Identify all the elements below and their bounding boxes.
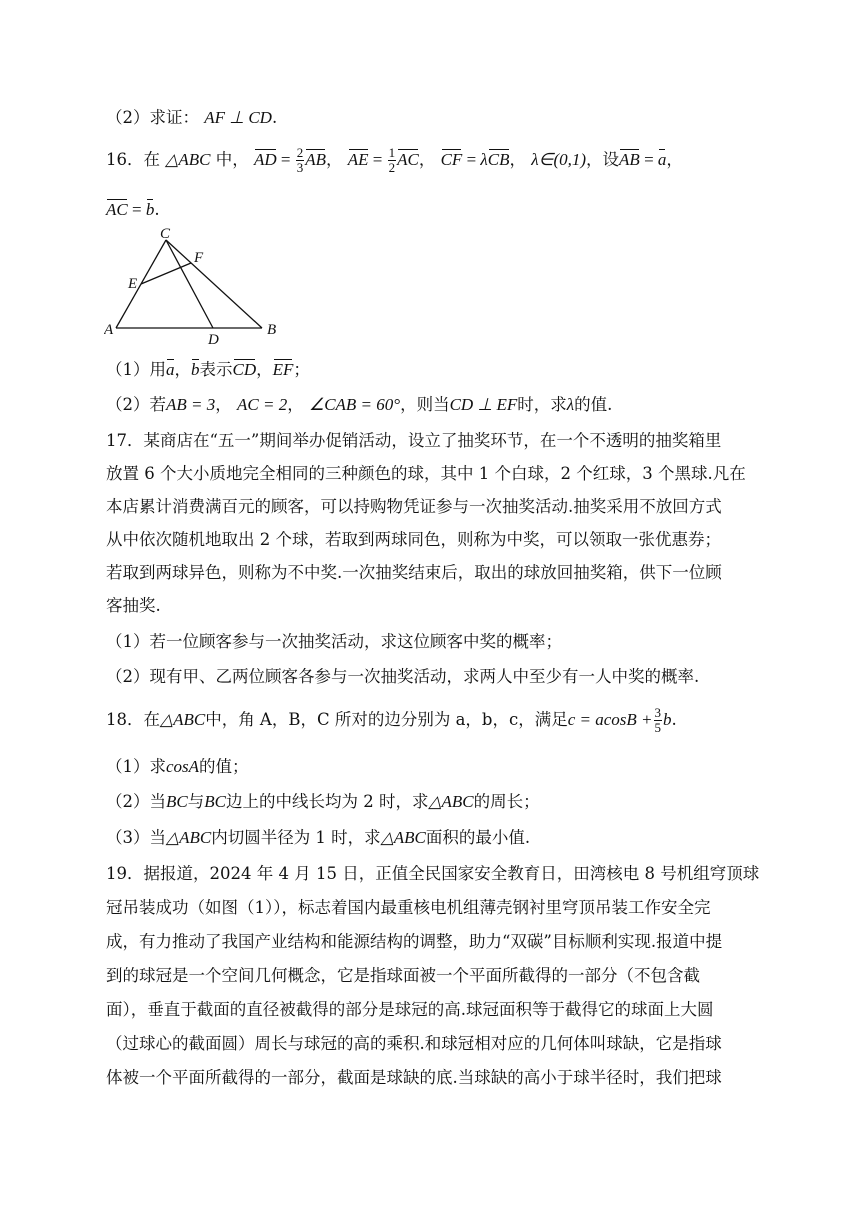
cond-angle: ∠CAB = 60° [308,395,401,414]
q16-part2: （2）若AB = 3， AC = 2， ∠CAB = 60°，则当CD ⊥ EF时，求λ的值. [106,395,613,414]
q16-part1: （1）用a，b表示CD，EF； [106,358,310,382]
q18-triangle-2: △ABC [428,792,474,811]
q19-line-5: 面），垂直于截面的直径被截得的部分是球冠的高.球冠面积等于截得它的球面上大圆 [106,1000,714,1019]
q18-part2-d: 的周长； [473,792,540,811]
q17-part2: （2）现有甲、乙两位顾客各参与一次抽奖活动，求两人中至少有一人中奖的概率. [106,667,700,686]
q18-text: 中，角 A，B，C 所对的边分别为 a，b，c，满足 [205,710,568,729]
q17-line-6: 客抽奖. [106,596,161,615]
q15-part2-label: （2）求证： [106,108,199,127]
vector-EF: EF [273,358,294,382]
vector-CB: CB [488,148,510,172]
q16-part1-a: （1）用 [106,360,166,379]
lambda-2: λ [566,395,575,414]
q17-line-4: 从中依次随机地取出 2 个球，若取到两球同色，则称为中奖，可以领取一张优惠券； [106,530,721,549]
fraction-3-5: $\frac{3}{5}$ [654,705,662,735]
vector-AB: AB [305,148,326,172]
q17-line-2: 放置 6 个大小质地完全相同的三种颜色的球，其中 1 个白球，2 个红球，3 个黑球.凡在 [106,464,746,483]
label-F: F [194,250,204,266]
fraction-1-2: $\frac{1}{2}$ [388,145,396,175]
segment-CD [166,240,213,328]
q18-equation-b: b [663,710,672,729]
q16-part2-b: ，则当 [400,395,450,414]
lambda: λ [480,150,488,169]
cond-perp: CD ⊥ EF [449,395,518,414]
lambda-range: λ∈(0,1) [531,150,587,169]
q19-line-1: 19．据报道，2024 年 4 月 15 日，正值全民国家安全教育日，田湾核电 8 号机组穹顶球 [106,864,760,883]
label-B: B [267,322,277,338]
side-BC-1: BC [166,792,188,811]
q19-line-4: 到的球冠是一个空间几何概念，它是指球面被一个平面所截得的一部分（不包含截 [106,966,700,985]
fraction-2-3: $\frac{2}{3}$ [296,145,304,175]
side-CB [166,240,262,328]
q18-triangle-3: △ABC [166,828,212,847]
cond-AB: AB = 3 [166,395,216,414]
side-BC-2: BC [204,792,226,811]
q16-zhong: 中， [215,150,249,169]
q19-line-2: 冠吊装成功（如图（1）），标志着国内最重核电机组薄壳钢衬里穹顶吊装工作安全完 [106,898,711,917]
vector-b: b [146,198,155,222]
q15-part2-expr: AF ⊥ CD [204,108,272,127]
q16-number: 16．在 [106,150,160,169]
vector-AC-2: AC [106,198,128,222]
label-E: E [128,276,138,292]
vector-b-2: b [191,358,200,382]
q17-line-1: 17．某商店在“五一”期间举办促销活动，设立了抽奖环节，在一个不透明的抽奖箱里 [106,431,722,450]
q18-triangle: △ABC [160,710,206,729]
label-D: D [208,332,219,348]
vector-a: a [658,148,667,172]
q19-line-6: （过球心的截面圆）周长与球冠的高的乘积.和球冠相对应的几何体叫球缺，它是指球 [106,1034,722,1053]
q18-part1 [106,755,249,779]
q18-part3-b: 内切圆半径为 1 时，求 [211,828,381,847]
q19-line-3: 成，有力推动了我国产业结构和能源结构的调整，助力“双碳”目标顺利实现.报道中提 [106,932,723,951]
vector-AE: AE [348,148,369,172]
q16-part2-d: 的值. [574,395,613,414]
label-C: C [160,226,171,242]
vector-CF: CF [441,148,463,172]
q18-part1-b: 的值； [199,757,249,776]
q16-part2-c: 时，求 [517,395,567,414]
vector-AB-2: AB [619,148,640,172]
q18-part3-c: 面积的最小值. [425,828,531,847]
cosA: cosA [166,757,200,776]
q19-line-7: 体被一个平面所截得的一部分，截面是球缺的底.当球缺的高小于球半径时，我们把球 [106,1068,722,1087]
q18-statement: 18．在△ABC中，角 A，B，C 所对的边分别为 a，b，c，满足c = acosB + $\frac{3}{5}$ b. [106,705,677,735]
q18-part3 [106,826,530,850]
q16-triangle: △ABC [165,150,211,169]
vector-a-2: a [166,358,175,382]
q17-part1: （1）若一位顾客参与一次抽奖活动，求这位顾客中奖的概率； [106,632,562,651]
q18-part3-a: （3）当 [106,828,166,847]
q18-number: 18．在 [106,710,160,729]
q18-part1-a: （1）求 [106,757,166,776]
q18-part2-a: （2）当 [106,792,166,811]
q16-part2-a: （2）若 [106,395,166,414]
q18-part2-c: 边上的中线长均为 2 时，求 [225,792,429,811]
q16-part1-b: 表示 [199,360,233,379]
q18-equation: c = acosB + [567,710,653,729]
q16-statement: 16．在 △ABC 中， AD = $\frac{2}{3}$ AB， AE = $\frac{1}{2}$ AC， CF = λCB， λ∈(0,1)，设AB = a， [106,145,683,175]
vector-CD: CD [233,358,257,382]
q16-let: ，设 [586,150,620,169]
q15-part2 [106,106,277,130]
q18-triangle-4: △ABC [380,828,426,847]
q17-line-3: 本店累计消费满百元的顾客，可以持购物凭证参与一次抽奖活动.抽奖采用不放回方式 [106,497,722,516]
q16-statement-2: AC = b. [106,198,160,222]
cond-AC: AC = 2 [237,395,288,414]
q15-part2-end: . [271,108,278,127]
q17-line-5: 若取到两球异色，则称为不中奖.一次抽奖结束后，取出的球放回抽奖箱，供下一位顾 [106,563,722,582]
q18-part2-b: 与 [187,792,205,811]
triangle-figure [104,226,294,348]
vector-AD: AD [254,148,277,172]
vector-AC: AC [397,148,419,172]
label-A: A [104,322,114,338]
q18-part2 [106,790,540,814]
